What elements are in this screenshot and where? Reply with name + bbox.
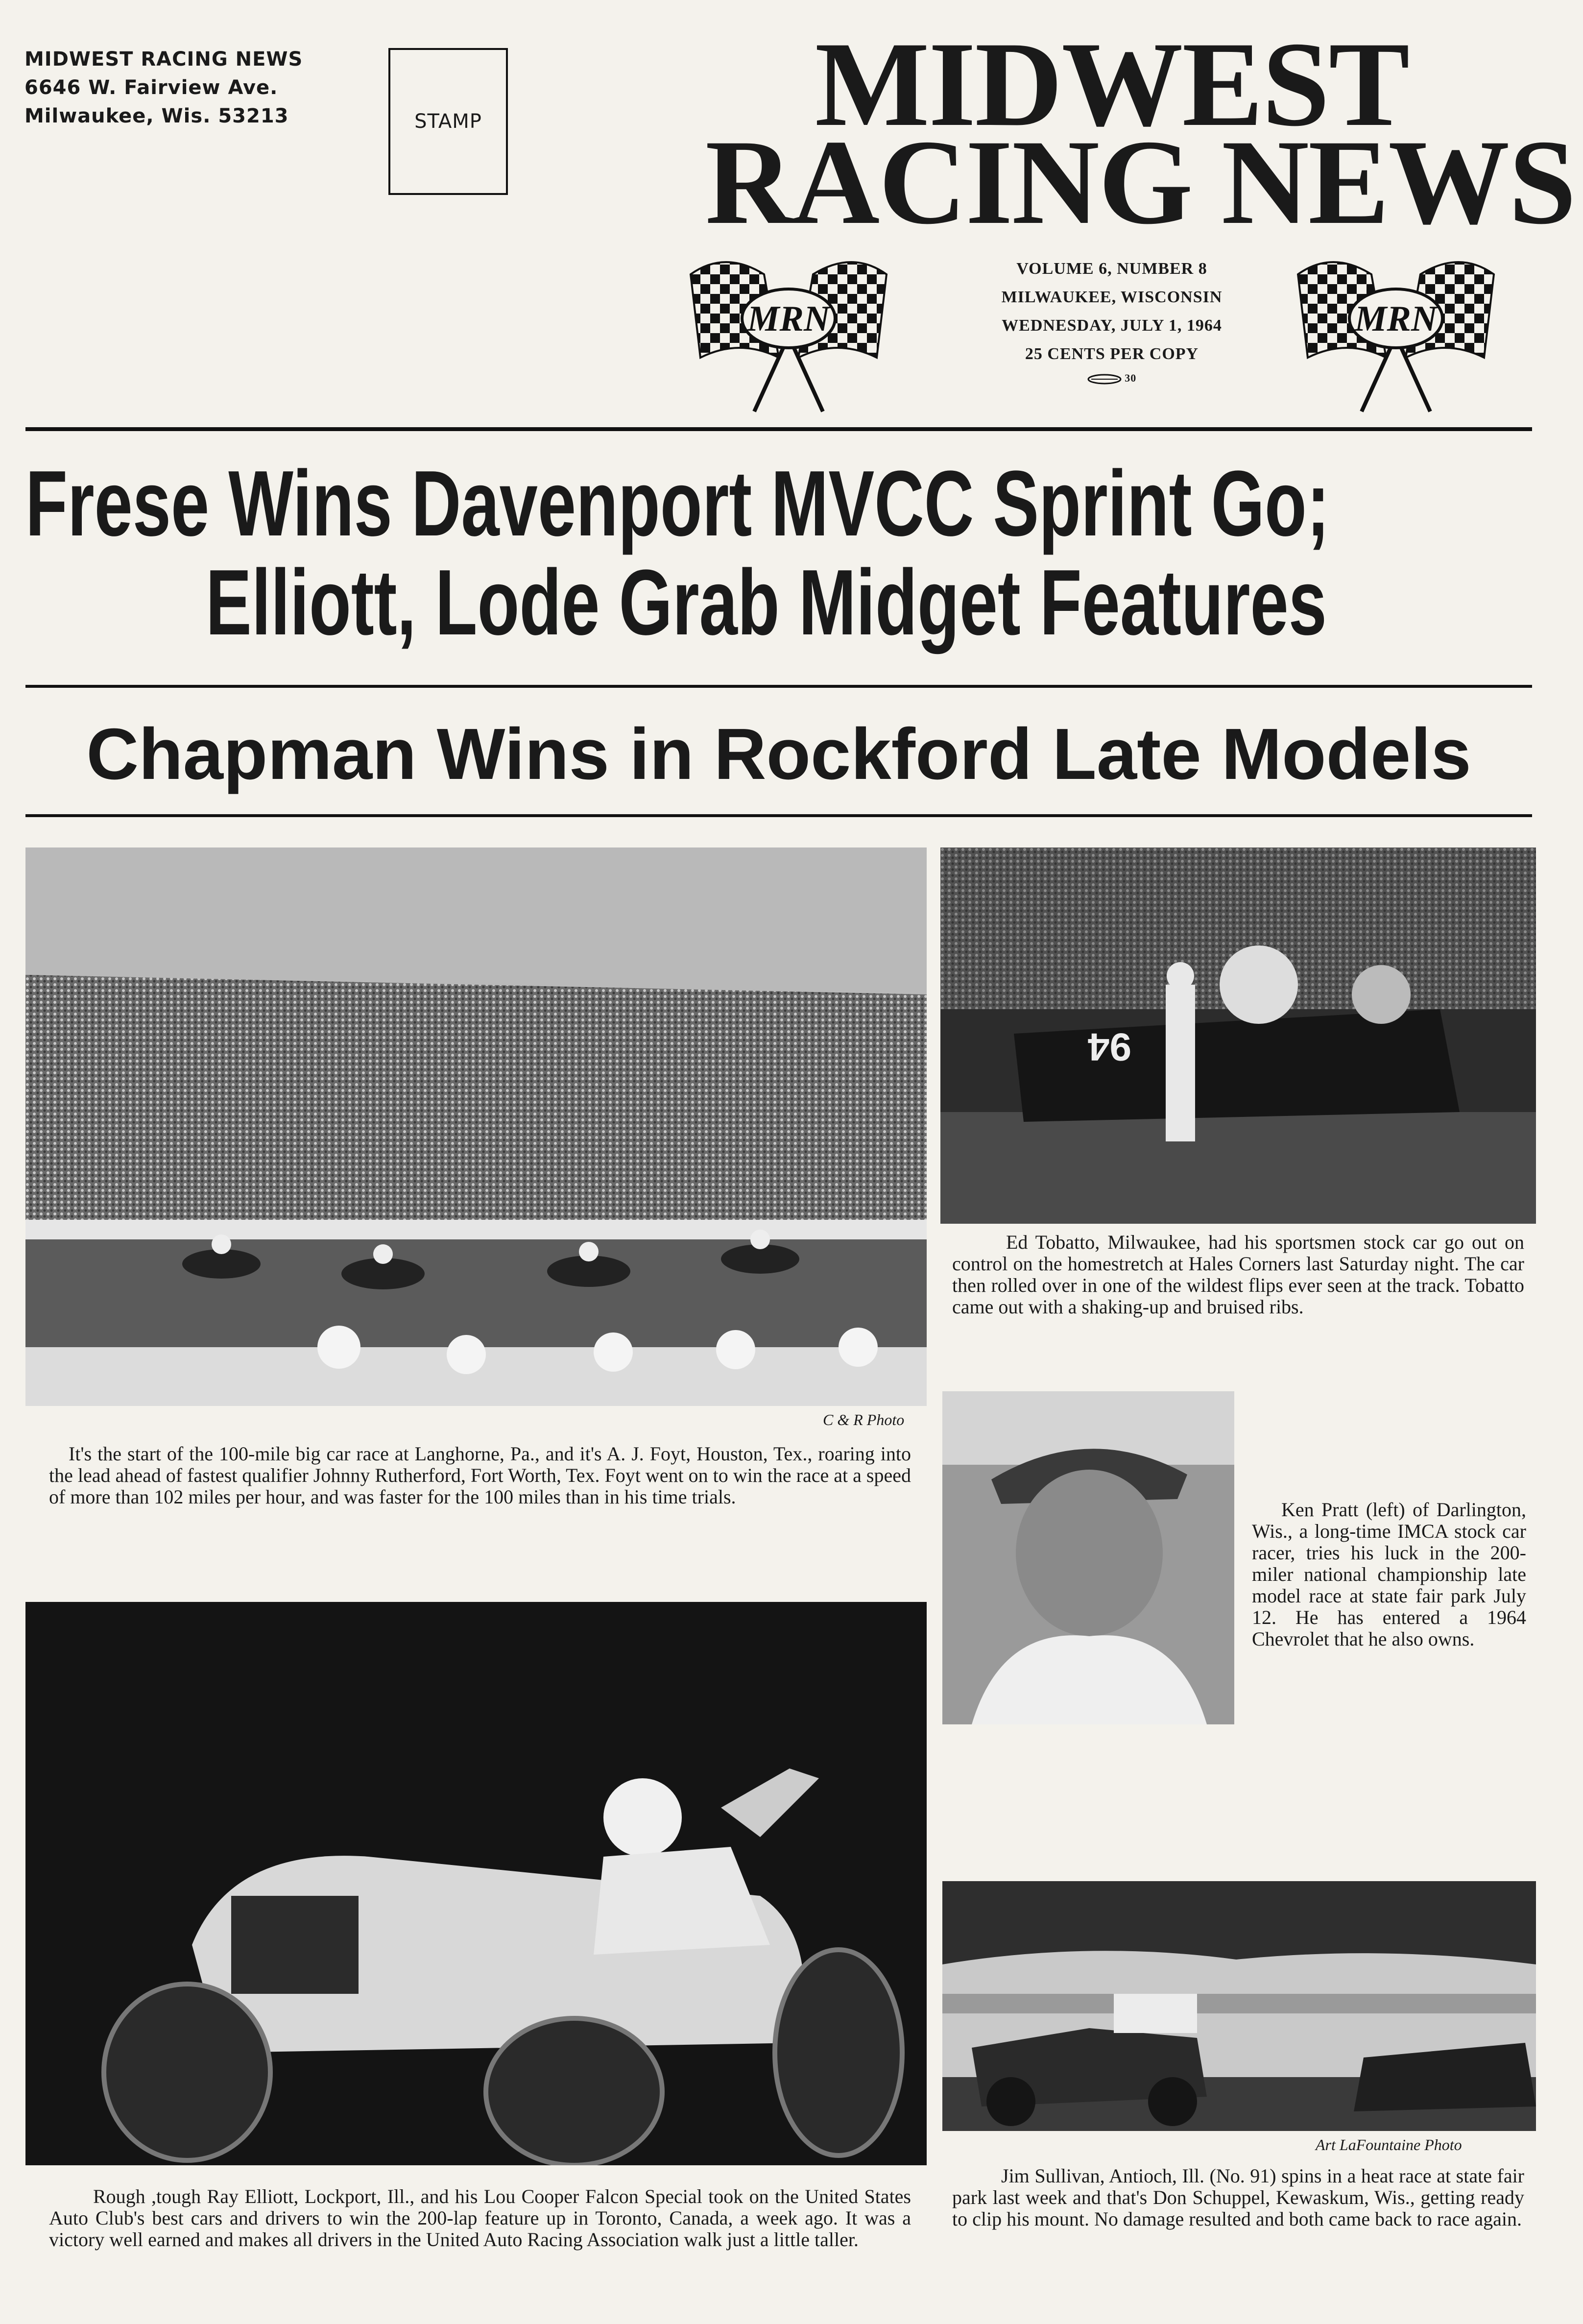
checkered-flags-logo-left xyxy=(681,245,896,421)
rule-top xyxy=(25,427,1532,431)
stamp-label: STAMP xyxy=(414,110,482,133)
logo-text: MRN xyxy=(747,299,830,339)
photo-langhorne-start xyxy=(25,847,927,1406)
photo-image xyxy=(942,1391,1234,1724)
caption-sullivan: Jim Sullivan, Antioch, Ill. (No. 91) spins in a heat race at state fair park last week and that's Don Schuppel, Kewaskum, Wis., getting ready to clip his mount. No damage resulted and both came back to race again. xyxy=(952,2165,1524,2230)
photo-image xyxy=(25,847,927,1406)
mailing-address xyxy=(24,45,303,130)
caption-langhorne: It's the start of the 100-mile big car race at Langhorne, Pa., and it's A. J. Foyt, Houston, Tex., roaring into the lead ahead of fastest qualifier Johnny Rutherford, Fort Worth, Tex. Foyt went on to win the race at a speed of more than 102 miles per hour, and was faster for the 100 miles than in his time trials. xyxy=(49,1443,911,1508)
logo-text: MRN xyxy=(1354,299,1438,339)
photo-image xyxy=(942,1881,1536,2131)
photo-credit: C & R Photo xyxy=(823,1411,905,1428)
issue-volume: VOLUME 6, NUMBER 8 xyxy=(1016,260,1207,278)
masthead-line: RACING NEWS xyxy=(705,115,1576,249)
masthead-title xyxy=(705,17,1576,249)
car-number: 94 xyxy=(1088,1025,1131,1069)
union-number: 30 xyxy=(1125,372,1137,384)
union-label-icon xyxy=(1087,374,1122,385)
photo-tobatto-flip xyxy=(940,847,1536,1224)
issue-place: MILWAUKEE, WISCONSIN xyxy=(1001,288,1223,306)
mailing-line: MIDWEST RACING NEWS xyxy=(24,48,303,71)
stamp-box xyxy=(388,48,508,195)
mailing-line: Milwaukee, Wis. 53213 xyxy=(24,105,289,127)
headline-line1: Frese Wins Davenport MVCC Sprint Go; xyxy=(25,452,1330,556)
photo-ray-elliott xyxy=(25,1602,927,2165)
issue-date: WEDNESDAY, JULY 1, 1964 xyxy=(1002,316,1222,335)
issue-price: 25 CENTS PER COPY xyxy=(1025,345,1199,363)
photo-image xyxy=(25,1602,927,2165)
rule-middle xyxy=(25,685,1532,688)
union-bug xyxy=(960,368,1264,388)
issue-info xyxy=(960,255,1264,388)
masthead-line: MIDWEST xyxy=(815,17,1409,151)
checkered-flags-logo-right xyxy=(1288,245,1504,421)
photo-image xyxy=(940,847,1536,1224)
headline-line2: Elliott, Lode Grab Midget Features xyxy=(206,551,1327,654)
subheadline: Chapman Wins in Rockford Late Models xyxy=(86,714,1471,795)
photo-credit: Art LaFountaine Photo xyxy=(1316,2136,1462,2154)
photo-ken-pratt xyxy=(942,1391,1234,1724)
rule-bottom xyxy=(25,814,1532,817)
photo-sullivan-spin xyxy=(942,1881,1536,2131)
caption-tobatto: Ed Tobatto, Milwaukee, had his sportsmen stock car go out on control on the homestretch at Hales Corners last Saturday night. The car then rolled over in one of the wildest flips ever seen at the track. Tobatto came out with a shaking-up and bruised ribs. xyxy=(952,1231,1524,1318)
caption-elliott: Rough ,tough Ray Elliott, Lockport, Ill., and his Lou Cooper Falcon Special took on the United States Auto Club's best cars and drivers to win the 200-lap feature up in Toronto, Canada, a week ago. It was a victory well earned and makes all drivers in the United Auto Racing Association walk just a little taller. xyxy=(49,2185,911,2251)
mailing-line: 6646 W. Fairview Ave. xyxy=(24,76,278,99)
caption-pratt: Ken Pratt (left) of Darlington, Wis., a long-time IMCA stock car racer, tries his luck in the 200-miler national championship late model race at state fair park July 12. He has entered a 1964 Chevrolet that he also owns. xyxy=(1252,1499,1526,1650)
